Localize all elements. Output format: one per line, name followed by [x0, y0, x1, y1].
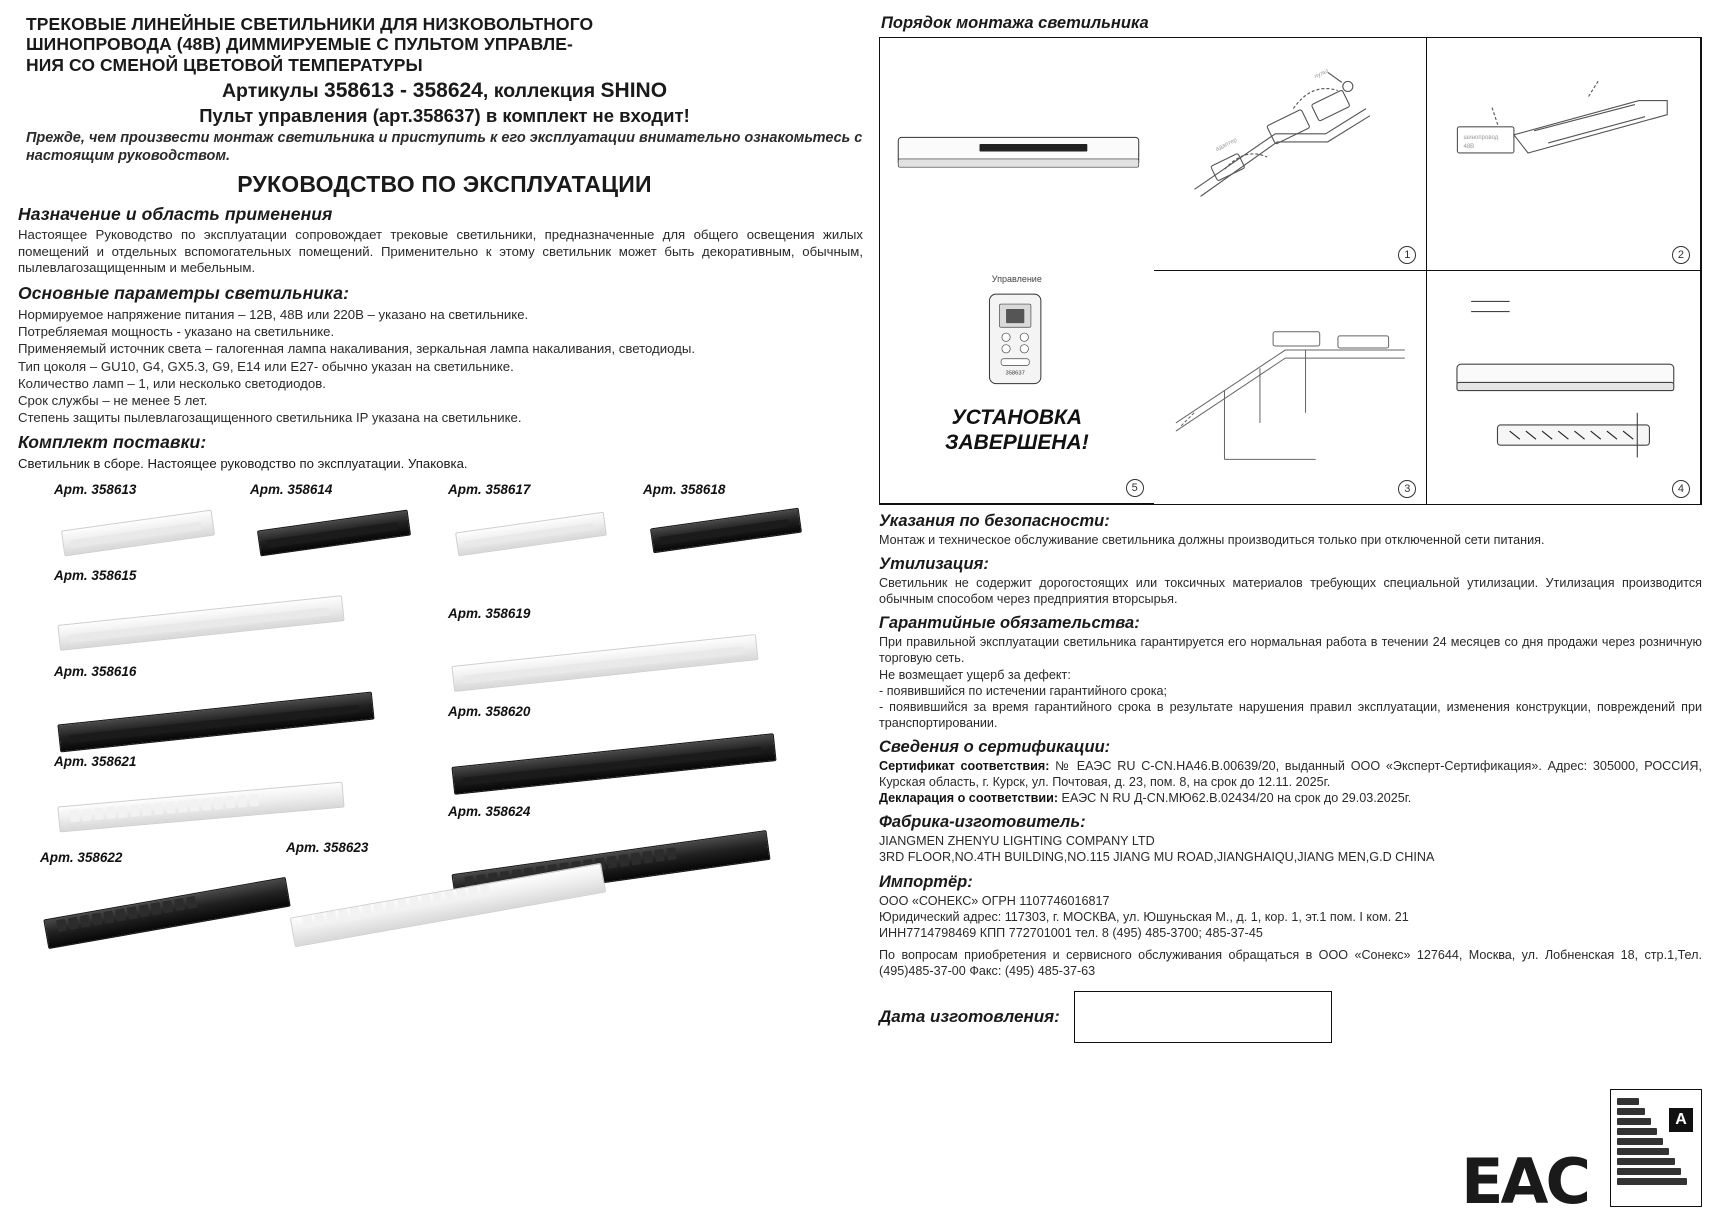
articles-line	[26, 78, 863, 103]
utilization-heading: Утилизация:	[879, 555, 989, 574]
step-number: 3	[1398, 480, 1416, 498]
product-358619	[448, 606, 768, 702]
certificate-line	[879, 758, 1702, 790]
product-label: Арт. 358624	[448, 804, 531, 820]
purpose-text: Настоящее Руководство по эксплуатации сопровождает трековые светильники, предназначенные для общего освещения жилых помещений и отдельных вспомогательных помещений. Применительно к этому светильник может быть декоративным, обычным, пылевлагозащищенным и мебельным.	[18, 226, 863, 276]
mounted-luminaire-icon	[880, 68, 1154, 278]
params-item: Потребляемая мощность - указано на светильнике.	[18, 324, 335, 340]
left-column	[18, 14, 863, 1207]
remote-control-icon	[880, 278, 1154, 408]
manufacture-date-row	[879, 991, 1702, 1043]
product-image-358619	[448, 624, 768, 702]
product-358613	[54, 482, 224, 562]
product-image-358623	[286, 858, 616, 954]
collection-prefix: , коллекция	[482, 79, 601, 102]
declaration-text: ЕАЭС N RU Д-CN.МЮ62.В.02434/20 на срок до 29.03.2025г.	[1058, 791, 1412, 806]
product-image-358620	[448, 722, 788, 806]
kit-text: Светильник в сборе. Настоящее руководство по эксплуатации. Упаковка.	[18, 456, 468, 472]
declaration-line	[879, 790, 1702, 806]
certificate-text: № ЕАЭС RU C-CN.НА46.В.00639/20, выданный ООО «Эксперт-Сертификация». Адрес: 305000, РОССИЯ, Курская область, г. Курск, ул. Почтовая, д. 23, пом. 8, на срок до 12.11. 2025г.	[879, 758, 1702, 790]
mounting-diagram-grid	[879, 37, 1702, 505]
svg-text:шинопровод: шинопровод	[1463, 134, 1499, 141]
track-insert-diagram-icon	[1427, 38, 1700, 270]
svg-text:пульт: пульт	[1313, 68, 1330, 81]
product-label: Арт. 358615	[54, 568, 137, 584]
importer-line: Юридический адрес: 117303, г. МОСКВА, ул. Юшуньская М., д. 1, кор. 1, эт.1 пом. I ком. 21	[879, 909, 1409, 924]
product-gallery	[18, 482, 863, 1042]
title-line-3: НИЯ СО СМЕНОЙ ЦВЕТОВОЙ ТЕМПЕРАТУРЫ	[26, 54, 423, 75]
certification-marks	[1461, 1089, 1702, 1219]
product-label: Арт. 358619	[448, 606, 531, 622]
product-image-358622	[40, 868, 300, 964]
params-heading: Основные параметры светильника:	[18, 283, 349, 304]
preface-text: Прежде, чем произвести монтаж светильника и приступить к его эксплуатации внимательно ознакомьтесь с настоящим руководством.	[26, 130, 863, 165]
importer-line: По вопросам приобретения и сервисного обслуживания обращаться в ООО «Сонекс» 127644, Москва, ул. Лобненская 18, стр.1,Тел. (495)485-37-00 Факс: (495) 485-37-63	[879, 947, 1702, 978]
track-adapter-diagram-icon	[1154, 38, 1427, 270]
factory-line: 3RD FLOOR,NO.4TH BUILDING,NO.115 JIANG MU ROAD,JIANGHAIQU,JIANG MEN,G.D CHINA	[879, 850, 1435, 865]
product-label: Арт. 358614	[250, 482, 333, 498]
product-358616	[54, 664, 384, 762]
purpose-heading: Назначение и область применения	[18, 203, 333, 224]
factory-line: JIANGMEN ZHENYU LIGHTING COMPANY LTD	[879, 834, 1155, 849]
kit-heading: Комплект поставки:	[18, 432, 207, 453]
product-image-358621	[54, 772, 354, 844]
certification-heading: Сведения о сертификации:	[879, 737, 1111, 756]
install-complete-line-1: УСТАНОВКА	[951, 405, 1083, 429]
mounting-step-5	[880, 38, 1154, 504]
svg-text:адаптер: адаптер	[1214, 137, 1238, 153]
eac-mark-icon: EAC	[1461, 1145, 1588, 1219]
energy-class-letter: A	[1669, 1108, 1693, 1132]
title-block	[18, 14, 863, 198]
step-number: 4	[1672, 480, 1690, 498]
right-column	[879, 14, 1702, 1219]
warranty-line: При правильной эксплуатации светильника гарантируется его нормальная работа в течении 24 месяцев со дня продажи через розничную торговую сеть.	[879, 635, 1702, 666]
luminaire-mount-diagram-icon	[1427, 271, 1700, 504]
product-label: Арт. 358616	[54, 664, 137, 680]
params-item: Тип цоколя – GU10, G4, GX5.3, G9, E14 или E27- обычно указан на светильнике.	[18, 358, 514, 374]
step-number: 5	[1126, 479, 1144, 497]
product-358620	[448, 704, 788, 806]
product-image-358613	[54, 500, 224, 562]
safety-text: Монтаж и техническое обслуживание светильника должны производиться только при отключенной сети питания.	[879, 533, 1545, 547]
product-label: Арт. 358620	[448, 704, 531, 720]
install-complete-line-2: ЗАВЕРШЕНА!	[944, 430, 1089, 454]
product-label: Арт. 358622	[40, 850, 123, 866]
params-item: Степень защиты пылевлагозащищенного светильника IP указана на светильнике.	[18, 410, 522, 426]
warranty-heading: Гарантийные обязательства:	[879, 614, 1140, 633]
product-358617	[448, 482, 618, 562]
product-label: Арт. 358617	[448, 482, 531, 498]
params-list	[18, 306, 863, 426]
mounting-step-4	[1427, 271, 1701, 504]
ceiling-track-diagram-icon	[1154, 271, 1427, 504]
importer-line: ООО «СОНЕКС» ОГРН 1107746016817	[879, 893, 1110, 908]
importer-heading: Импортёр:	[879, 872, 973, 891]
warranty-line: - появившийся по истечении гарантийного срока;	[879, 683, 1167, 698]
mounting-step-2	[1427, 38, 1701, 271]
mounting-title: Порядок монтажа светильника	[881, 14, 1149, 32]
product-label: Арт. 358621	[54, 754, 137, 770]
manufacture-date-label: Дата изготовления:	[879, 1007, 1060, 1027]
collection-name: SHINO	[600, 78, 668, 102]
product-label: Арт. 358618	[643, 482, 726, 498]
product-image-358614	[250, 500, 420, 562]
mounting-step-1	[1154, 38, 1428, 271]
remote-caption: Управление	[991, 274, 1042, 284]
product-358614	[250, 482, 420, 562]
install-complete-text	[880, 405, 1154, 455]
product-label: Арт. 358623	[286, 840, 369, 856]
product-358615	[54, 568, 354, 660]
title-line-2: ШИНОПРОВОДА (48В) ДИММИРУЕМЫЕ С ПУЛЬТОМ УПРАВЛЕ-	[26, 34, 573, 55]
utilization-text: Светильник не содержит дорогостоящих или токсичных материалов требующих специальной утилизации. Утилизация производится обычным способом через предприятия вторсырья.	[879, 576, 1702, 607]
product-image-358617	[448, 500, 618, 562]
product-358622	[40, 850, 300, 964]
step-number: 2	[1672, 246, 1690, 264]
warranty-line: - появившийся за время гарантийного срока в результате нарушения правил эксплуатации, изменения конструкции, повреждений при транспортировании.	[879, 699, 1702, 730]
product-358618	[643, 482, 813, 562]
title-line-1: ТРЕКОВЫЕ ЛИНЕЙНЫЕ СВЕТИЛЬНИКИ ДЛЯ НИЗКОВОЛЬТНОГО	[26, 14, 594, 34]
remote-article-label: 358637	[1005, 370, 1025, 377]
product-label: Арт. 358613	[54, 482, 137, 498]
product-image-358615	[54, 586, 354, 660]
articles-range: 358613 - 358624	[324, 78, 483, 102]
energy-label-icon	[1610, 1089, 1702, 1207]
svg-text:48B: 48B	[1463, 143, 1475, 150]
warranty-line: Не возмещает ущерб за дефект:	[879, 667, 1071, 682]
product-358623	[286, 840, 616, 954]
params-item: Нормируемое напряжение питания – 12В, 48В или 220В – указано на светильнике.	[18, 307, 529, 323]
params-item: Применяемый источник света – галогенная лампа накаливания, зеркальная лампа накаливания, светодиоды.	[18, 341, 695, 357]
manual-title: РУКОВОДСТВО ПО ЭКСПЛУАТАЦИИ	[237, 170, 652, 197]
params-item: Количество ламп – 1, или несколько светодиодов.	[18, 375, 326, 391]
mounting-step-3	[1154, 271, 1428, 504]
declaration-label: Декларация о соответствии:	[879, 791, 1059, 806]
params-item: Срок службы – не менее 5 лет.	[18, 392, 208, 408]
certificate-label: Сертификат соответствия:	[879, 758, 1050, 773]
importer-line: ИНН7714798469 КПП 772701001 тел. 8 (495) 485-3700; 485-37-45	[879, 925, 1263, 940]
product-358621	[54, 754, 354, 844]
step-number: 1	[1398, 246, 1416, 264]
product-image-358616	[54, 682, 384, 762]
remote-note: Пульт управления (арт.358637) в комплект не входит!	[199, 105, 690, 127]
product-image-358618	[643, 500, 813, 562]
manufacture-date-box[interactable]	[1074, 991, 1332, 1043]
articles-prefix: Артикулы	[221, 79, 325, 102]
factory-heading: Фабрика-изготовитель:	[879, 813, 1086, 832]
safety-heading: Указания по безопасности:	[879, 512, 1110, 530]
